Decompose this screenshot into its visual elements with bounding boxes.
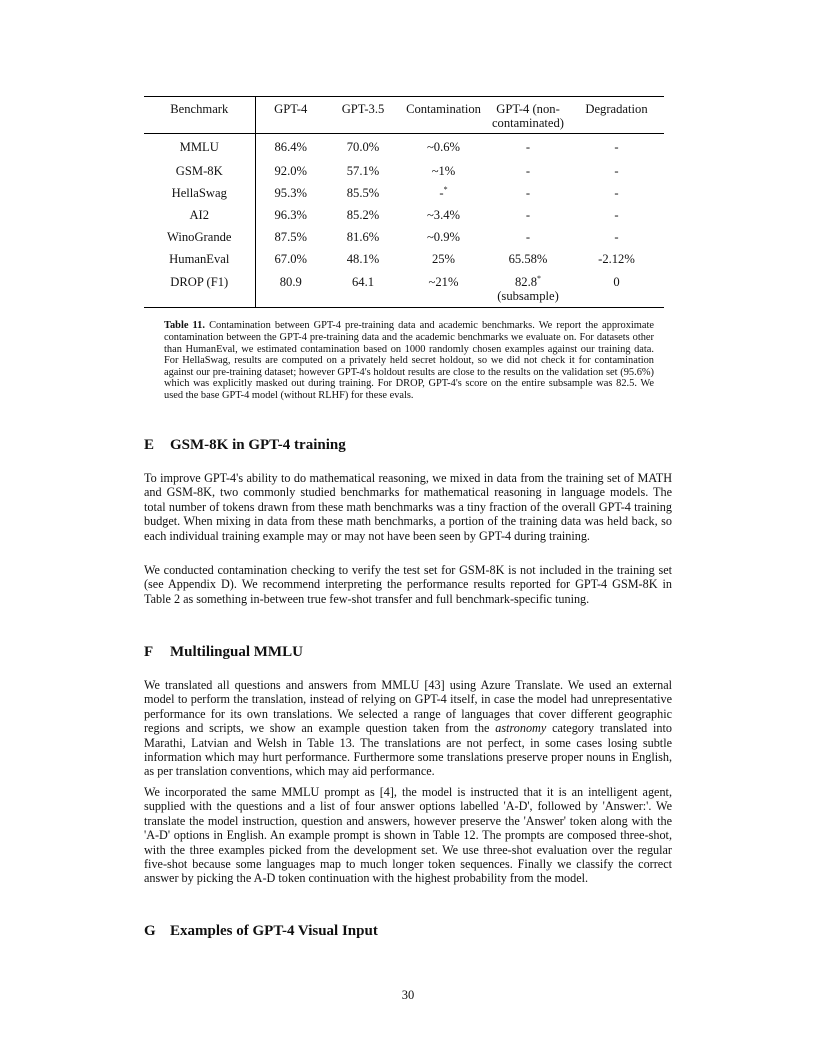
cell-gpt35: 70.0% bbox=[346, 140, 380, 154]
header-gpt4: GPT-4 bbox=[255, 97, 326, 134]
caption-text: Contamination between GPT-4 pre-training data and academic benchmarks. We report the approximate contamination between the GPT-4 pre-training data and the academic benchmarks we evaluate on. For datasets other than HumanEval, we estimated contamination based on 1000 randomly chosen examples against our training data. For HellaSwag, results are computed on a privately held secret holdout, so we did not check it for contamination against our pre-training dataset; however GPT-4's holdout results are close to the results on the validation set (95.6%) which was explicitly masked out during training. For DROP, GPT-4's score on the entire subsample was 82.5. We used the base GPT-4 model (without RLHF) for these evals. bbox=[164, 320, 654, 401]
cell-contamination bbox=[400, 182, 487, 204]
section-f-number: F bbox=[144, 644, 154, 660]
table-row bbox=[144, 270, 664, 308]
cell-degradation: 0 bbox=[569, 270, 664, 308]
paper-page bbox=[144, 0, 672, 1056]
cell-gpt35: 64.1 bbox=[326, 270, 400, 308]
cell-contamination: ~0.9% bbox=[426, 229, 461, 244]
header-gpt4-noncontaminated-line2: contaminated) bbox=[491, 116, 565, 130]
cell-benchmark: MMLU bbox=[144, 134, 255, 160]
cell-benchmark: WinoGrande bbox=[144, 226, 255, 248]
table-row bbox=[144, 160, 664, 182]
header-gpt4-noncontaminated-line1: GPT-4 (non- bbox=[496, 102, 560, 116]
cell-noncontaminated: - bbox=[525, 229, 531, 244]
cell-degradation: - bbox=[614, 140, 619, 154]
table-header-row bbox=[144, 97, 664, 134]
caption-label: Table 11. bbox=[164, 320, 205, 332]
cell-gpt4: 96.3% bbox=[274, 207, 308, 222]
cell-benchmark: AI2 bbox=[144, 204, 255, 226]
cell-gpt35: 85.5% bbox=[346, 185, 380, 200]
cell-noncontaminated: - bbox=[525, 185, 531, 200]
table-row bbox=[144, 134, 664, 160]
cell-gpt4: 92.0% bbox=[274, 163, 308, 178]
section-f-heading bbox=[144, 643, 303, 661]
cell-degradation: - bbox=[614, 185, 619, 200]
section-f-paragraph-1 bbox=[144, 678, 672, 779]
cell-gpt35: 48.1% bbox=[346, 251, 380, 266]
table-row bbox=[144, 248, 664, 270]
cell-degradation: - bbox=[614, 229, 619, 244]
table-row bbox=[144, 226, 664, 248]
cell-gpt35: 57.1% bbox=[346, 163, 380, 178]
page-number: 30 bbox=[401, 988, 415, 1002]
header-gpt4-noncontaminated bbox=[487, 97, 569, 134]
cell-gpt4: 86.4% bbox=[274, 140, 308, 154]
footnote-mark: * bbox=[443, 184, 448, 194]
cell-noncontaminated-value: 82.8 bbox=[514, 274, 538, 289]
cell-benchmark: DROP (F1) bbox=[144, 270, 255, 308]
cell-gpt4: 80.9 bbox=[255, 270, 326, 308]
contamination-table bbox=[144, 96, 664, 308]
cell-noncontaminated-note: (subsample) bbox=[497, 288, 559, 303]
section-g-title: Examples of GPT-4 Visual Input bbox=[170, 923, 378, 939]
table-caption bbox=[164, 320, 654, 401]
section-e-number: E bbox=[144, 437, 155, 453]
cell-gpt35: 85.2% bbox=[346, 207, 380, 222]
cell-gpt4: 87.5% bbox=[274, 229, 308, 244]
cell-benchmark: HellaSwag bbox=[144, 182, 255, 204]
cell-degradation: -2.12% bbox=[598, 251, 635, 266]
cell-contamination: ~21% bbox=[400, 270, 487, 308]
footnote-mark: * bbox=[537, 273, 542, 283]
section-f-p1-italic: astronomy bbox=[495, 721, 547, 736]
header-benchmark: Benchmark bbox=[144, 97, 255, 134]
section-e-paragraph-1: To improve GPT-4's ability to do mathematical reasoning, we mixed in data from the training set of MATH and GSM-8K, two commonly studied benchmarks for mathematical reasoning in language models. The total number of tokens drawn from these math benchmarks was a tiny fraction of the overall GPT-4 training budget. When mixing in data from these math benchmarks, a portion of the training data was held back, so each individual training example may or may not have been seen by GPT-4 during training. bbox=[144, 471, 672, 543]
cell-contamination: ~1% bbox=[431, 163, 456, 178]
cell-noncontaminated: - bbox=[525, 207, 531, 222]
cell-noncontaminated: - bbox=[525, 140, 531, 154]
cell-degradation: - bbox=[614, 207, 619, 222]
cell-contamination: ~0.6% bbox=[426, 140, 461, 154]
section-e-title: GSM-8K in GPT-4 training bbox=[170, 437, 346, 453]
section-f-p1-start: We translated all questions and answers from MMLU [43] using Azure Translate. We used an external model to perform the translation, instead of relying on GPT-4 itself, in case the model had unrepresentative performance for its own translations. We selected a range of languages that cover different geographic regions and scripts, we show an example question taken from the bbox=[144, 678, 672, 736]
section-f-p1-end: category translated into Marathi, Latvian and Welsh in Table 13. The translations are not perfect, in some cases losing subtle information which may hurt performance. Furthermore some translations preserve proper nouns in English, as per translation conventions, which may aid performance. bbox=[144, 721, 673, 779]
cell-gpt4: 67.0% bbox=[274, 251, 308, 266]
section-e-paragraph-2: We conducted contamination checking to verify the test set for GSM-8K is not included in the training set (see Appendix D). We recommend interpreting the performance results reported for GPT-4 GSM-8K in Table 2 as something in-between true few-shot transfer and full benchmark-specific tuning. bbox=[144, 563, 672, 606]
cell-contamination-value: - bbox=[439, 185, 444, 200]
cell-degradation: - bbox=[614, 163, 619, 178]
cell-benchmark: HumanEval bbox=[144, 248, 255, 270]
section-e-heading bbox=[144, 436, 346, 454]
section-g-heading bbox=[144, 922, 378, 940]
table-row bbox=[144, 182, 664, 204]
section-f-paragraph-2: We incorporated the same MMLU prompt as [4], the model is instructed that it is an intelligent agent, supplied with the questions and a list of four answer options labelled 'A-D', followed by 'Answer:'. We translate the model instruction, question and answers, however preserve the 'Answer' token along with the 'A-D' options in English. An example prompt is shown in Table 12. The prompts are composed three-shot, with the three examples picked from the development set. We use three-shot evaluation over the regular five-shot because some languages map to much longer token sequences. Finally we classify the correct answer by picking the A-D token continuation with the highest probability from the model. bbox=[144, 785, 672, 886]
cell-contamination: 25% bbox=[431, 251, 456, 266]
section-g-number: G bbox=[144, 923, 156, 939]
cell-benchmark: GSM-8K bbox=[144, 160, 255, 182]
section-f-title: Multilingual MMLU bbox=[170, 644, 303, 660]
header-contamination: Contamination bbox=[400, 97, 487, 134]
cell-gpt35: 81.6% bbox=[346, 229, 380, 244]
cell-contamination: ~3.4% bbox=[426, 207, 461, 222]
contamination-table-container bbox=[144, 96, 664, 308]
header-degradation: Degradation bbox=[569, 97, 664, 134]
cell-noncontaminated bbox=[487, 270, 569, 308]
cell-noncontaminated: - bbox=[525, 163, 531, 178]
cell-gpt4: 95.3% bbox=[274, 185, 308, 200]
header-gpt35: GPT-3.5 bbox=[326, 97, 400, 134]
table-row bbox=[144, 204, 664, 226]
cell-noncontaminated: 65.58% bbox=[508, 251, 548, 266]
